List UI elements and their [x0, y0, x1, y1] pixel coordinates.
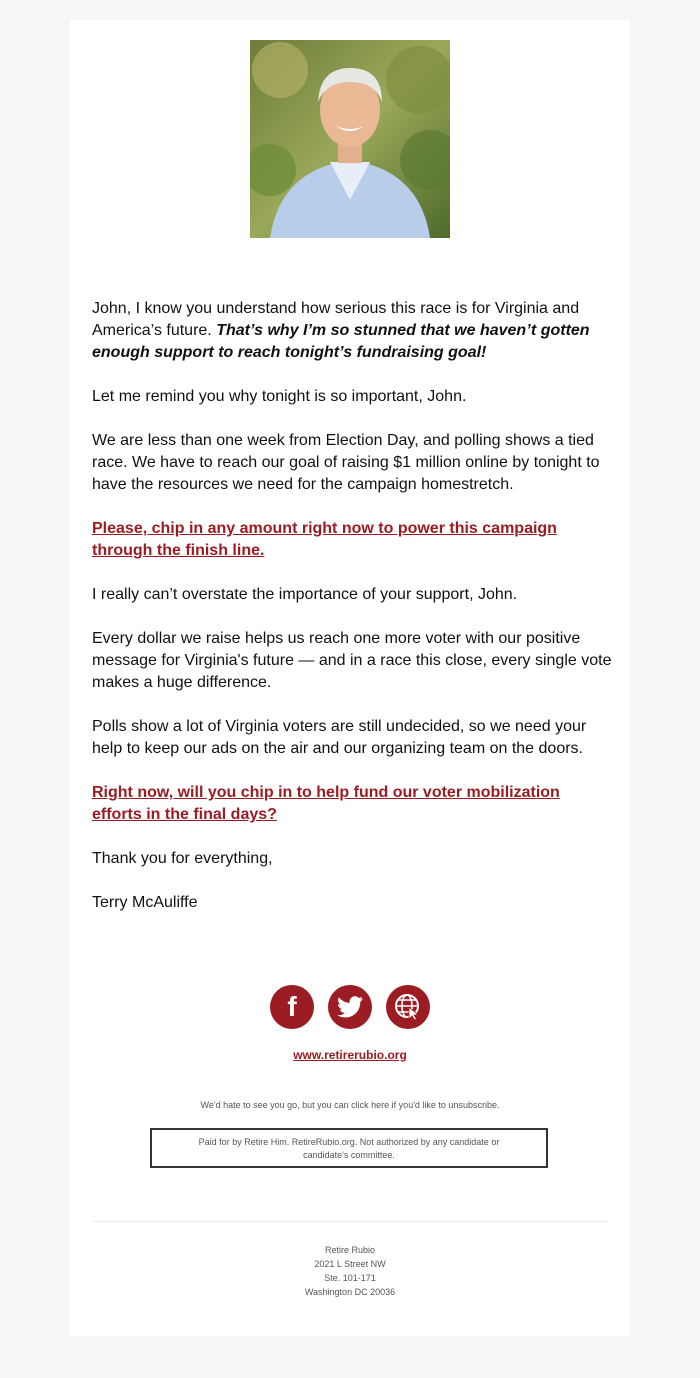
globe-icon[interactable]	[386, 985, 430, 1029]
website-link[interactable]: www.retirerubio.org	[293, 1048, 407, 1062]
facebook-icon[interactable]	[270, 985, 314, 1029]
address-line-city: Washington DC 20036	[304, 1287, 396, 1297]
closing-line: Thank you for everything,	[92, 850, 273, 867]
footer-divider	[92, 1221, 608, 1222]
facebook-glyph: f	[287, 991, 297, 1022]
paragraph-reminder: Let me remind you why tonight is so important, John.	[92, 388, 467, 405]
intro-text: John, I know you understand how serious this race is for Virginia and America’s future.	[92, 300, 580, 339]
signature: Terry McAuliffe	[92, 894, 198, 911]
twitter-icon[interactable]	[328, 985, 372, 1029]
email-body	[92, 298, 612, 936]
address-line-suite: Ste. 101-171	[324, 1273, 376, 1283]
unsubscribe-link[interactable]: We'd hate to see you go, but you can click here if you'd like to unsubscribe.	[200, 1100, 500, 1110]
intro-emphasis: That’s why I’m so stunned that we haven’t gotten enough support to reach tonight’s fundraising goal!	[92, 322, 590, 361]
donate-link-primary[interactable]: Please, chip in any amount right now to power this campaign through the finish line.	[92, 520, 557, 559]
paragraph-support: I really can’t overstate the importance of your support, John.	[92, 586, 518, 603]
candidate-photo	[250, 40, 450, 238]
mailing-address	[70, 1243, 630, 1299]
paragraph-every-dollar: Every dollar we raise helps us reach one more voter with our positive message for Virginia's future — and in a race this close, every single vote makes a huge difference.	[92, 630, 612, 691]
donate-link-secondary[interactable]: Right now, will you chip in to help fund our voter mobilization efforts in the final days?	[92, 784, 560, 823]
paid-for-disclaimer: Paid for by Retire Him. RetireRubio.org. Not authorized by any candidate or candidate's committee.	[150, 1128, 548, 1168]
social-links	[70, 985, 630, 1029]
address-line-name: Retire Rubio	[324, 1245, 376, 1255]
paragraph-polling: We are less than one week from Election Day, and polling shows a tied race. We have to reach our goal of raising $1 million online by tonight to have the resources we need for the campaign homestretch.	[92, 432, 600, 493]
intro-paragraph	[92, 298, 612, 364]
paragraph-undecided: Polls show a lot of Virginia voters are still undecided, so we need your help to keep our ads on the air and our organizing team on the doors.	[92, 718, 587, 757]
address-line-street: 2021 L Street NW	[314, 1259, 386, 1269]
email-card	[70, 20, 630, 1336]
